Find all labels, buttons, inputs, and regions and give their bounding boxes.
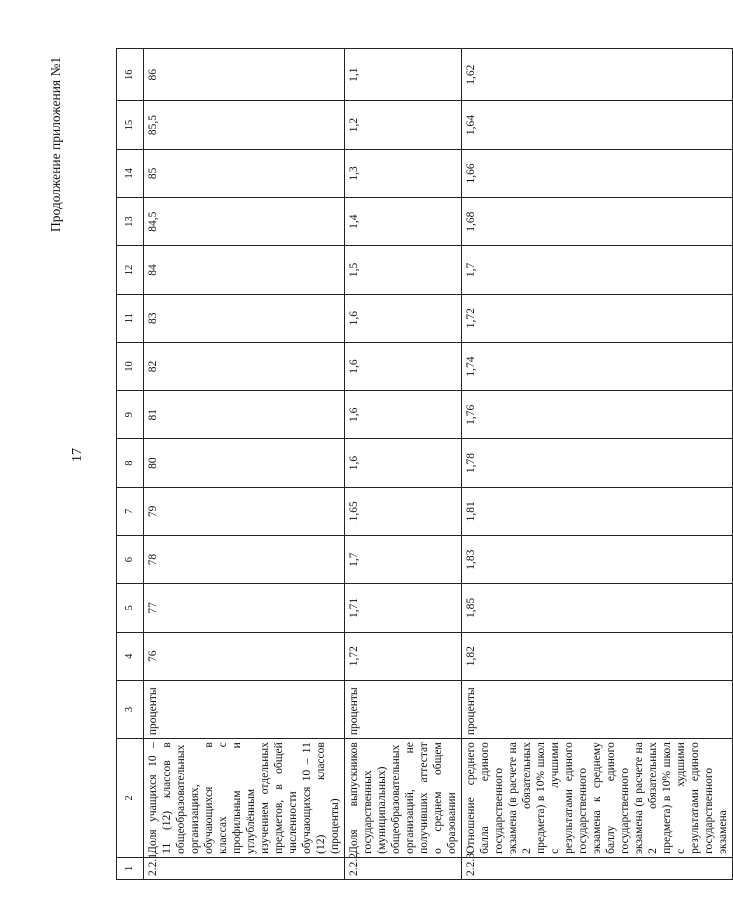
row-unit: проценты (144, 680, 345, 738)
table-row (462, 49, 733, 880)
value-cell: 1,85 (462, 584, 733, 632)
value-cell: 79 (144, 487, 345, 535)
column-number: 11 (117, 294, 144, 342)
value-cell: 1,65 (345, 487, 462, 535)
value-cell: 83 (144, 294, 345, 342)
value-cell: 1,72 (345, 632, 462, 680)
indicator-table (116, 48, 733, 880)
value-cell: 1,7 (462, 246, 733, 294)
value-cell: 1,78 (462, 439, 733, 487)
value-cell: 82 (144, 342, 345, 390)
scan-edge-mark (614, 22, 644, 28)
table-row (144, 49, 345, 880)
value-cell: 85,5 (144, 101, 345, 149)
column-number-row (117, 49, 144, 880)
value-cell: 84,5 (144, 198, 345, 246)
row-description: Доля выпускников государственных (муниципальных) общеобразовательных организаций, не получивших аттестат о среднем общем образовании (345, 739, 462, 858)
value-cell: 1,82 (462, 632, 733, 680)
value-cell: 78 (144, 535, 345, 583)
value-cell: 1,76 (462, 391, 733, 439)
value-cell: 1,4 (345, 198, 462, 246)
column-number: 3 (117, 680, 144, 738)
row-code: 2.2.1. (144, 857, 345, 879)
row-code: 2.2.2. (345, 857, 462, 879)
value-cell: 81 (144, 391, 345, 439)
value-cell: 1,6 (345, 294, 462, 342)
row-code: 2.2.3. (462, 857, 733, 879)
value-cell: 1,6 (345, 439, 462, 487)
value-cell: 80 (144, 439, 345, 487)
value-cell: 1,64 (462, 101, 733, 149)
value-cell: 1,1 (345, 49, 462, 101)
column-number: 7 (117, 487, 144, 535)
value-cell: 86 (144, 49, 345, 101)
value-cell: 1,6 (345, 391, 462, 439)
column-number: 6 (117, 535, 144, 583)
value-cell: 76 (144, 632, 345, 680)
column-number: 10 (117, 342, 144, 390)
table-row (345, 49, 462, 880)
value-cell: 85 (144, 149, 345, 197)
row-unit: проценты (345, 680, 462, 738)
value-cell: 1,66 (462, 149, 733, 197)
row-unit: проценты (462, 680, 733, 738)
column-number: 8 (117, 439, 144, 487)
column-number: 9 (117, 391, 144, 439)
value-cell: 1,68 (462, 198, 733, 246)
column-number: 2 (117, 739, 144, 858)
column-number: 1 (117, 857, 144, 879)
column-number: 12 (117, 246, 144, 294)
value-cell: 1,81 (462, 487, 733, 535)
value-cell: 1,74 (462, 342, 733, 390)
column-number: 16 (117, 49, 144, 101)
value-cell: 1,3 (345, 149, 462, 197)
value-cell: 1,7 (345, 535, 462, 583)
column-number: 5 (117, 584, 144, 632)
value-cell: 77 (144, 584, 345, 632)
value-cell: 1,71 (345, 584, 462, 632)
value-cell: 1,2 (345, 101, 462, 149)
column-number: 4 (117, 632, 144, 680)
row-description: Доля учащихся 10 – 11 (12) классов в общеобразовательных организациях, обучающихся в классах с профильным и углублённым изучением отдельных предметов, в общей численности обучающихся 10 – 11 (12) классов (проценты) (144, 739, 345, 858)
value-cell: 1,5 (345, 246, 462, 294)
column-number: 14 (117, 149, 144, 197)
column-number: 13 (117, 198, 144, 246)
value-cell: 1,83 (462, 535, 733, 583)
column-number: 15 (117, 101, 144, 149)
page-number: 17 (70, 448, 85, 462)
continuation-note: Продолжение приложения №1 (48, 56, 63, 232)
value-cell: 84 (144, 246, 345, 294)
rotated-table-container (116, 48, 729, 880)
value-cell: 1,62 (462, 49, 733, 101)
value-cell: 1,72 (462, 294, 733, 342)
row-description: Отношение среднего балла единого государственного экзамена (в расчете на 2 обязательных предмета) в 10% школ с лучшими результатами единого государственного экзамена к среднему баллу единого государственного экзамена (в расчете на 2 обязательных предмета) в 10% школ с худшими результатами единого государственного экзамена (462, 739, 733, 858)
value-cell: 1,6 (345, 342, 462, 390)
